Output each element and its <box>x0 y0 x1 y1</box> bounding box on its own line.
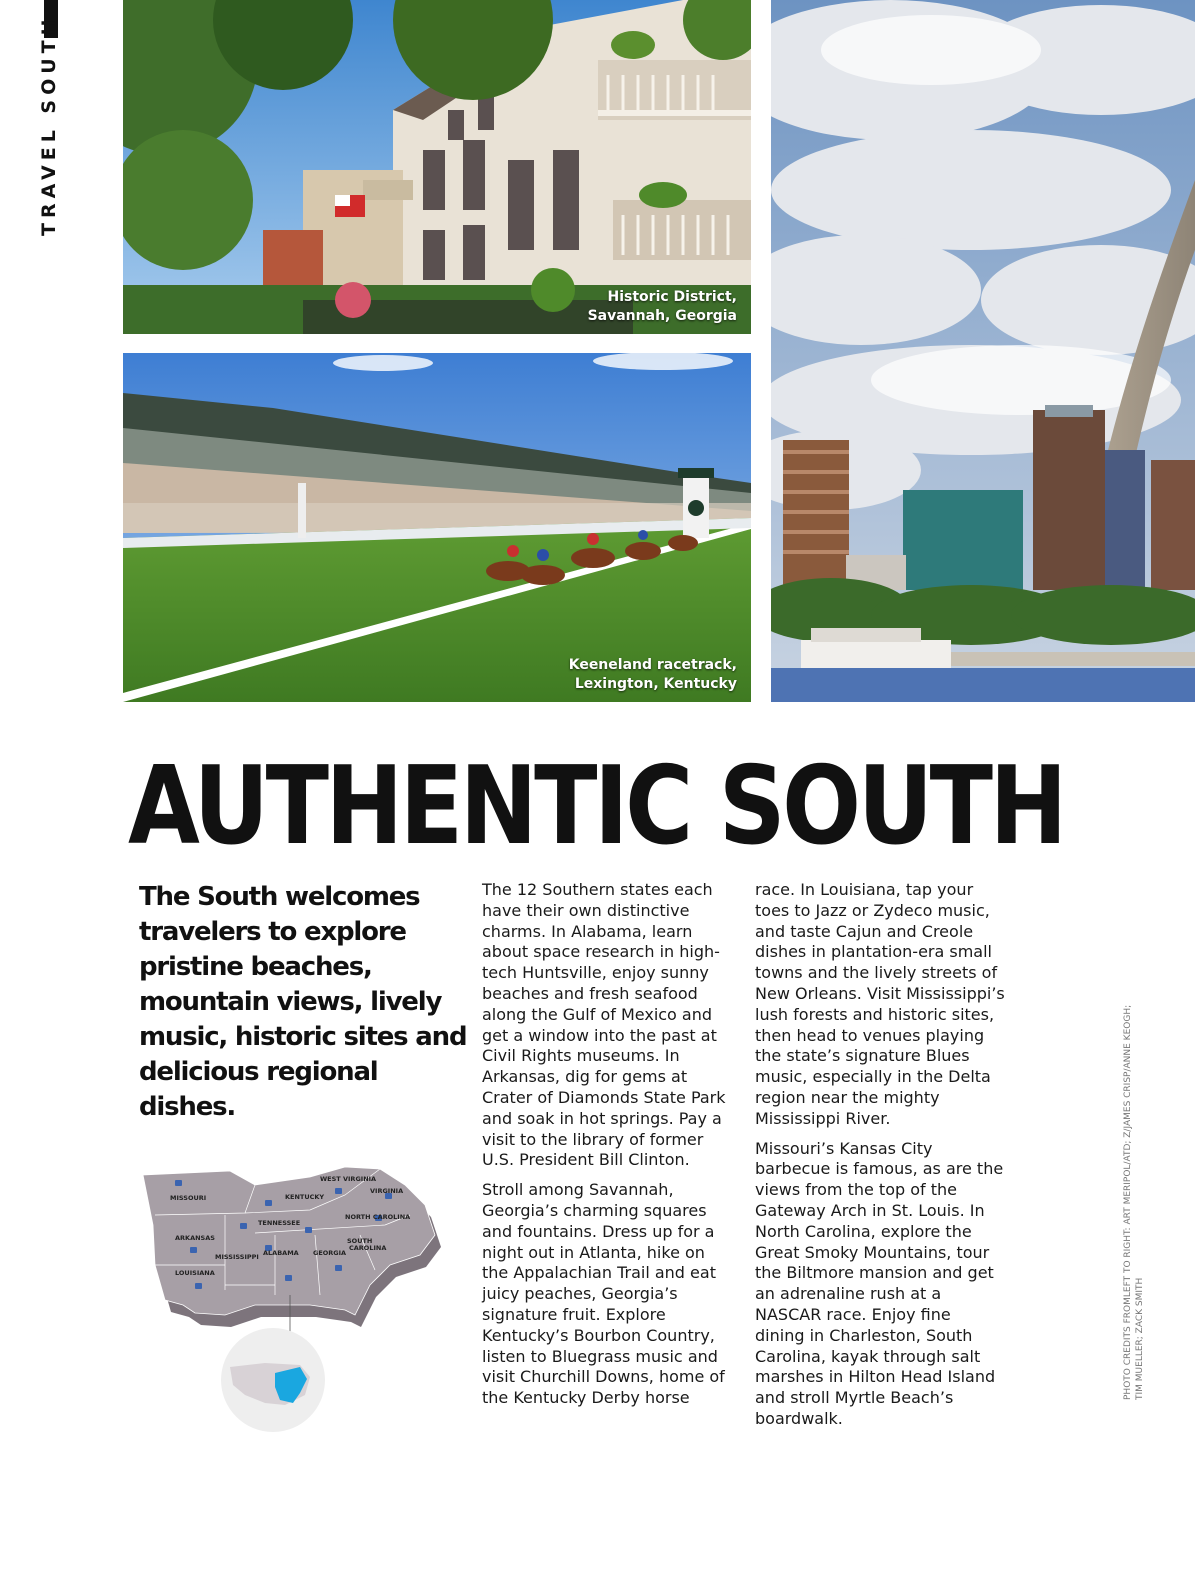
page-title: AUTHENTIC SOUTH <box>128 744 1064 869</box>
body-paragraph: Missouri’s Kansas City barbecue is famous, as are the views from the top of the Gateway Arch in St. Louis. In North Carolina, explore the Great Smoky Mountains, tour the Biltmore mansion and get an adrenaline rush at a NASCAR race. Enjoy fine dining in Charleston, South Carolina, kayak through salt marshes in Hilton Head Island and stroll Myrtle Beach’s boardwalk. <box>755 1138 1004 1428</box>
body-paragraph: race. In Louisiana, tap your toes to Jazz or Zydeco music, and taste Cajun and Creole dishes in plantation-era small towns and the lively streets of New Orleans. Visit Mississippi’s lush forests and historic sites, then head to venues playing the state’s signature Blues music, especially in the Delta region near the mighty Mississippi River. <box>755 880 1005 1128</box>
photo-caption-keeneland <box>569 656 737 694</box>
map-label-missouri: MISSOURI <box>170 1194 207 1202</box>
photo-savannah <box>123 0 751 334</box>
body-paragraph: The 12 Southern states each have their own distinctive charms. In Alabama, learn about space research in high-tech Huntsville, enjoy sunny beaches and fresh seafood along the Gulf of Mexico and get a window into the past at Civil Rights museums. In Arkansas, dig for gems at Crater of Diamonds State Park and soak in hot springs. Pay a visit to the library of former U.S. President Bill Clinton. <box>482 880 726 1170</box>
map-label-louisiana: LOUISIANA <box>175 1269 215 1277</box>
map-label-west-virginia: WEST VIRGINIA <box>320 1175 377 1183</box>
body-column-2 <box>755 880 1005 1439</box>
caption-line: Keeneland racetrack, <box>568 657 737 673</box>
caption-line: Savannah, Georgia <box>587 308 737 324</box>
southern-states-map <box>135 1155 445 1435</box>
map-svg <box>135 1155 445 1435</box>
photo-st-louis-arch <box>771 0 1195 702</box>
map-label-kentucky: KENTUCKY <box>285 1193 325 1201</box>
map-label-tennessee: TENNESSEE <box>258 1219 301 1227</box>
map-label-north-carolina: NORTH CAROLINA <box>345 1213 411 1221</box>
map-label-south-carolina-1: SOUTH <box>347 1237 373 1245</box>
body-paragraph: Stroll among Savannah, Georgia’s charming squares and fountains. Dress up for a night out in Atlanta, hike on the Appalachian Trail and eat juicy peaches, Georgia’s signature fruit. Explore Kentucky’s Bourbon Country, listen to Bluegrass music and visit Churchill Downs, home of the Kentucky Derby horse <box>482 1180 725 1408</box>
map-label-south-carolina-2: CAROLINA <box>349 1244 387 1252</box>
section-label: TRAVEL SOUTH <box>38 14 60 236</box>
intro-deck: The South welcomes travelers to explore pristine beaches, mountain views, lively music, historic sites and delicious regional dishes. <box>139 882 467 1122</box>
credits-line: TIM MUELLER; ZACK SMITH <box>1135 1277 1145 1400</box>
credits-line: PHOTO CREDITS FROMLEFT TO RIGHT: ART MERIPOL/ATD; Z/JAMES CRISP/ANNE KEOGH; <box>1123 1004 1133 1400</box>
photo-caption-savannah <box>588 288 737 326</box>
body-column-1 <box>482 880 732 1418</box>
caption-line: Historic District, <box>607 289 737 305</box>
photo-credits <box>1122 1005 1146 1400</box>
map-label-alabama: ALABAMA <box>263 1249 299 1257</box>
map-label-georgia: GEORGIA <box>313 1249 347 1257</box>
caption-line: Lexington, Kentucky <box>574 676 737 692</box>
photo-keeneland <box>123 353 751 702</box>
map-label-mississippi: MISSISSIPPI <box>215 1253 259 1261</box>
map-label-arkansas: ARKANSAS <box>175 1234 215 1242</box>
map-label-virginia: VIRGINIA <box>370 1187 404 1195</box>
